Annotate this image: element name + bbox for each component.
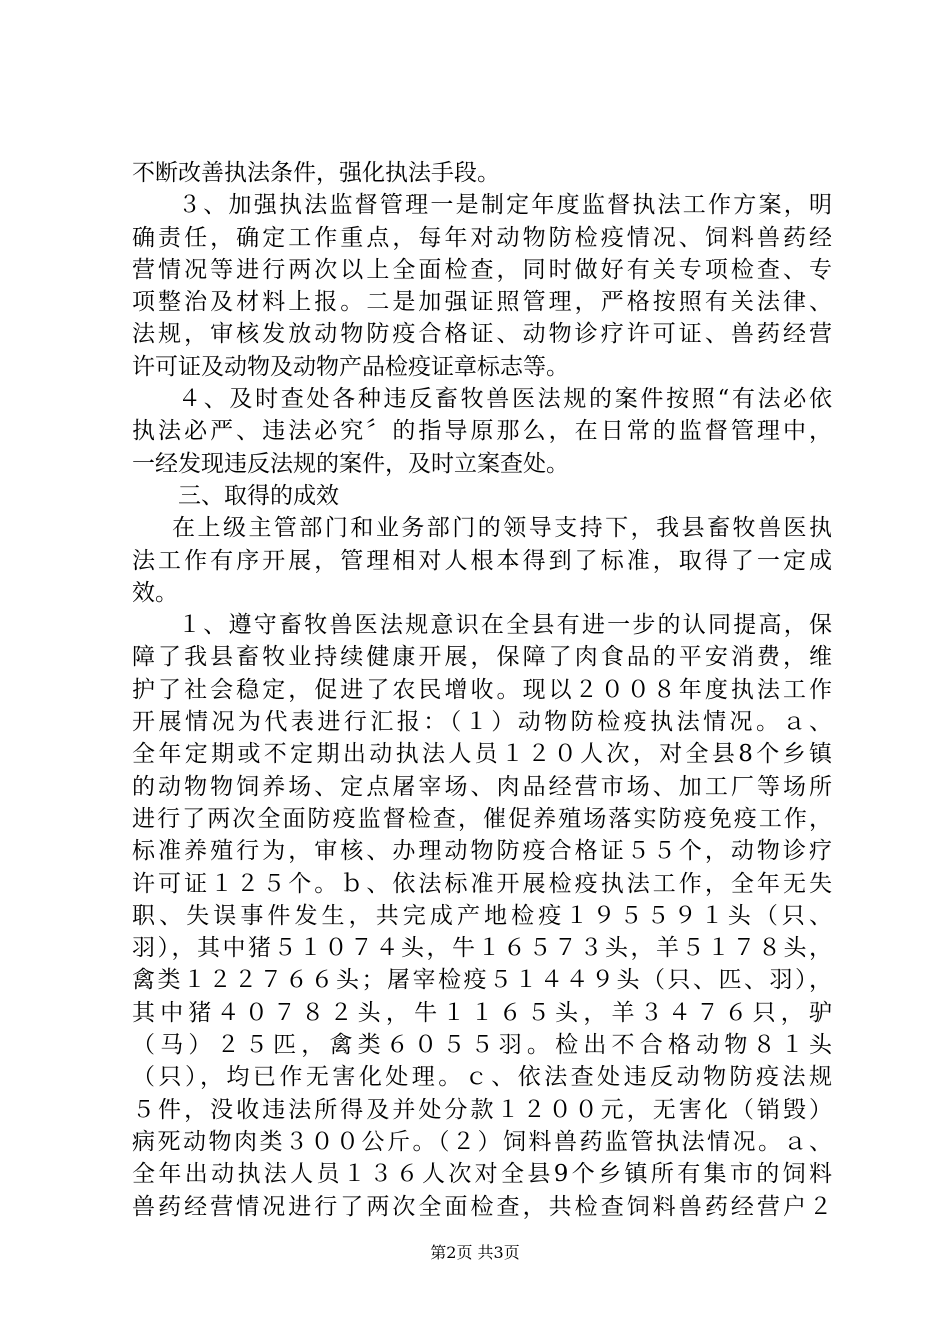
text-line: ４、及时查处各种违反畜牧兽医法规的案件按照“有法必依 — [178, 386, 832, 413]
text-line: 执法必严、违法必究〞的指导原那么，在日常的监督管理中， — [132, 418, 832, 445]
text-line: 兽药经营情况进行了两次全面检查，共检查饲料兽药经营户２ — [132, 1193, 832, 1220]
text-line: ３、加强执法监督管理一是制定年度监督执法工作方案，明 — [178, 192, 832, 219]
text-line: 法规，审核发放动物防疫合格证、动物诊疗许可证、兽药经营 — [132, 321, 832, 348]
text-line: （只），均已作无害化处理。ｃ、依法查处违反动物防疫法规 — [132, 1064, 832, 1091]
text-line: 病死动物肉类３００公斤。（２）饲料兽药监管执法情况。ａ、 — [132, 1128, 832, 1155]
text-line: １、遵守畜牧兽医法规意识在全县有进一步的认同提高，保 — [178, 612, 832, 639]
text-line: 许可证１２５个。ｂ、依法标准开展检疫执法工作，全年无失 — [132, 870, 832, 897]
text-line: 进行了两次全面防疫监督检查，催促养殖场落实防疫免疫工作， — [132, 805, 832, 832]
text-line: 的动物物饲养场、定点屠宰场、肉品经营市场、加工厂等场所 — [132, 773, 832, 800]
text-line: 全年出动执法人员１３６人次对全县9个乡镇所有集市的饲料 — [132, 1161, 832, 1188]
text-line: （马）２５匹，禽类６０５５羽。检出不合格动物８１头 — [132, 1032, 832, 1059]
text-line: 禽类１２２７６６头；屠宰检疫５１４４９头（只、匹、羽）， — [132, 967, 832, 994]
text-line: 全年定期或不定期出动执法人员１２０人次，对全县8个乡镇 — [132, 741, 832, 768]
text-line: 法工作有序开展，管理相对人根本得到了标准，取得了一定成 — [132, 547, 832, 574]
text-line: 其中猪４０７８２头，牛１１６５头，羊３４７６只，驴 — [132, 999, 832, 1026]
text-line: 项整治及材料上报。二是加强证照管理，严格按照有关法律、 — [132, 289, 832, 316]
text-line: 障了我县畜牧业持续健康开展，保障了肉食品的平安消费，维 — [132, 644, 832, 671]
page-number-footer: 第2页 共3页 — [430, 1243, 520, 1262]
text-line: 羽），其中猪５１０７４头，牛１６５７３头，羊５１７８头， — [132, 935, 832, 962]
text-line: 开展情况为代表进行汇报：（１）动物防检疫执法情况。ａ、 — [132, 709, 832, 736]
text-line: ５件，没收违法所得及并处分款１２００元，无害化（销毁） — [132, 1096, 832, 1123]
document-body — [132, 157, 832, 1223]
text-line: 确责任，确定工作重点，每年对动物防检疫情况、饲料兽药经 — [132, 224, 832, 251]
text-line: 在上级主管部门和业务部门的领导支持下，我县畜牧兽医执 — [172, 515, 832, 542]
text-line: 效。 — [132, 579, 178, 606]
text-line: 一经发现违反法规的案件，及时立案查处。 — [132, 450, 569, 477]
text-line: 标准养殖行为，审核、办理动物防疫合格证５５个，动物诊疗 — [132, 838, 832, 865]
text-line: 不断改善执法条件，强化执法手段。 — [132, 160, 500, 186]
section-heading: 三、取得的成效 — [178, 482, 339, 509]
text-line: 护了社会稳定，促进了农民增收。现以２００８年度执法工作 — [132, 676, 832, 703]
text-line: 职、失误事件发生，共完成产地检疫１９５５９１头（只、 — [132, 902, 832, 929]
text-line: 许可证及动物及动物产品检疫证章标志等。 — [132, 353, 569, 380]
text-line: 营情况等进行两次以上全面检查，同时做好有关专项检查、专 — [132, 256, 832, 283]
